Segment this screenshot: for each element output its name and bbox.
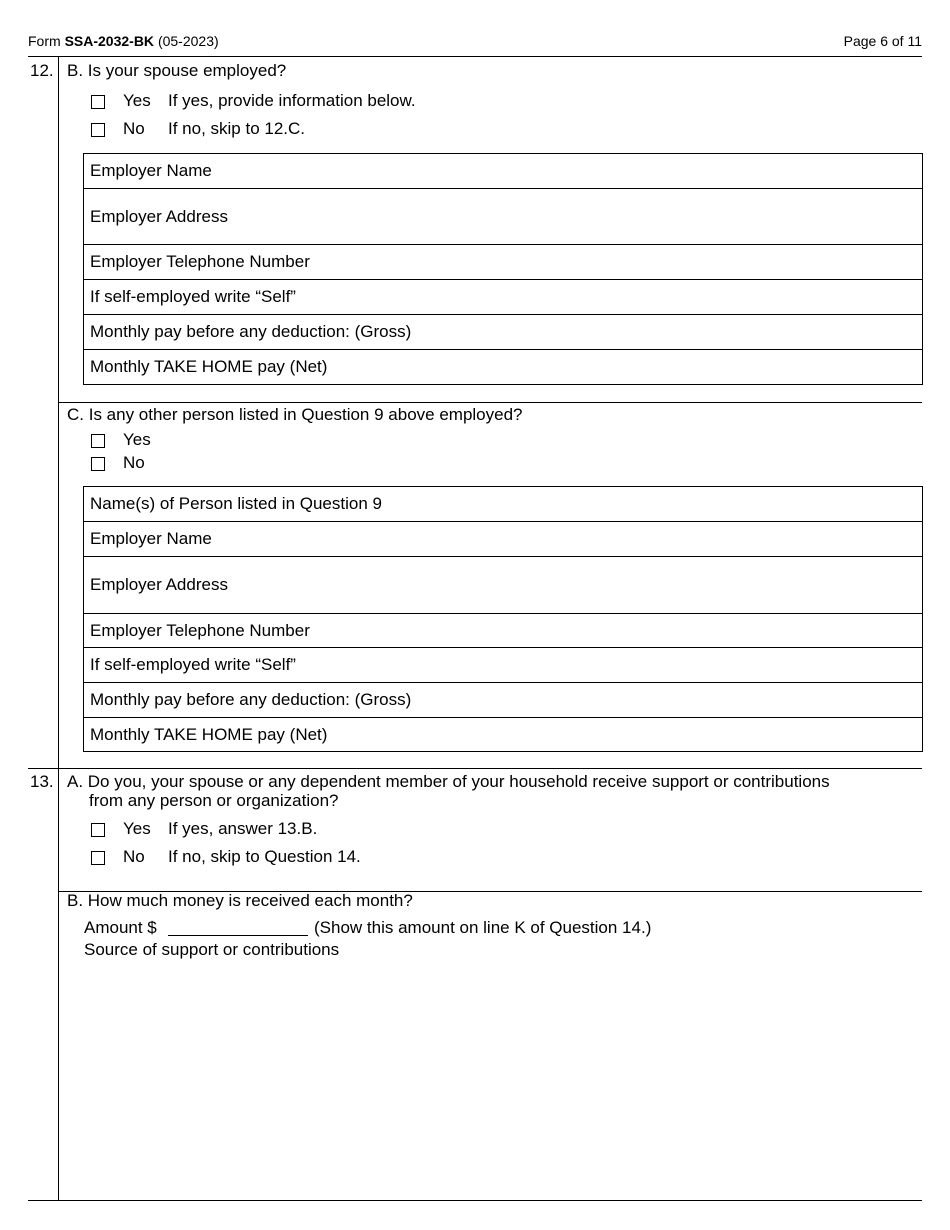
source-label: Source of support or contributions (84, 940, 340, 959)
q13a-yes-label: Yes (123, 819, 151, 838)
page-bottom-divider (28, 1200, 922, 1201)
header-divider (28, 56, 922, 57)
form-identifier (28, 33, 219, 49)
q12b-no-note: If no, skip to 12.C. (168, 119, 306, 138)
question-12-number: 12. (30, 61, 54, 80)
field-label: Name(s) of Person listed in Question 9 (90, 494, 382, 513)
q12c-no-label: No (123, 453, 145, 472)
field-label: Employer Address (90, 206, 228, 226)
field-employer-address[interactable] (84, 188, 922, 244)
field-self-employed[interactable] (84, 647, 922, 682)
field-monthly-gross-pay[interactable] (84, 682, 922, 717)
question-12c-text: C. Is any other person listed in Question 9 above employed? (67, 405, 523, 424)
field-employer-address[interactable] (84, 556, 922, 613)
field-self-employed[interactable] (84, 279, 922, 314)
q12b-no-checkbox[interactable] (91, 123, 105, 137)
page-number: Page 6 of 11 (843, 33, 922, 49)
form-number: SSA-2032-BK (64, 33, 155, 49)
number-column-divider (58, 56, 59, 1201)
q12b-yes-note: If yes, provide information below. (168, 91, 416, 110)
field-label: Employer Name (90, 529, 212, 548)
q12b-yes-label: Yes (123, 91, 151, 110)
field-label: Monthly pay before any deduction: (Gross) (90, 690, 412, 709)
question-13a-text-line2: from any person or organization? (89, 791, 339, 810)
spouse-employment-table (83, 153, 923, 385)
question-12b-text: B. Is your spouse employed? (67, 61, 287, 80)
field-employer-telephone[interactable] (84, 613, 922, 647)
form-prefix: Form (28, 33, 61, 49)
amount-input-line[interactable] (168, 935, 308, 936)
question-13a-text-line1: A. Do you, your spouse or any dependent member of your household receive support or contributions (67, 772, 830, 791)
amount-label: Amount $ (84, 918, 157, 937)
field-employer-telephone[interactable] (84, 244, 922, 279)
field-monthly-net-pay[interactable] (84, 717, 922, 751)
field-monthly-gross-pay[interactable] (84, 314, 922, 349)
q12c-no-checkbox[interactable] (91, 457, 105, 471)
field-label: Monthly pay before any deduction: (Gross) (90, 322, 412, 341)
field-person-names[interactable] (84, 487, 922, 521)
q13a-yes-note: If yes, answer 13.B. (168, 819, 318, 838)
field-label: Monthly TAKE HOME pay (Net) (90, 357, 328, 376)
amount-note: (Show this amount on line K of Question 14.) (314, 918, 652, 937)
field-label: Monthly TAKE HOME pay (Net) (90, 724, 328, 744)
q12b-yes-checkbox[interactable] (91, 95, 105, 109)
q12c-yes-checkbox[interactable] (91, 434, 105, 448)
field-label: Employer Telephone Number (90, 252, 310, 271)
field-label: Employer Name (90, 161, 212, 180)
q12c-yes-label: Yes (123, 430, 151, 449)
q13a-yes-checkbox[interactable] (91, 823, 105, 837)
field-employer-name[interactable] (84, 154, 922, 188)
field-label: Employer Address (90, 575, 228, 594)
field-label: Employer Telephone Number (90, 620, 310, 640)
other-person-employment-table (83, 486, 923, 752)
field-label: If self-employed write “Self” (90, 287, 296, 306)
section-12c-divider (58, 402, 922, 403)
field-monthly-net-pay[interactable] (84, 349, 922, 384)
q13a-no-note: If no, skip to Question 14. (168, 847, 361, 866)
question-13b-text: B. How much money is received each month? (67, 891, 413, 910)
question-13-divider (28, 768, 922, 769)
source-input-area[interactable] (84, 964, 920, 1194)
question-13-number: 13. (30, 772, 54, 791)
q13a-no-label: No (123, 847, 145, 866)
field-label: If self-employed write “Self” (90, 655, 296, 674)
q13a-no-checkbox[interactable] (91, 851, 105, 865)
field-employer-name[interactable] (84, 521, 922, 556)
form-date: (05-2023) (157, 33, 219, 49)
q12b-no-label: No (123, 119, 145, 138)
